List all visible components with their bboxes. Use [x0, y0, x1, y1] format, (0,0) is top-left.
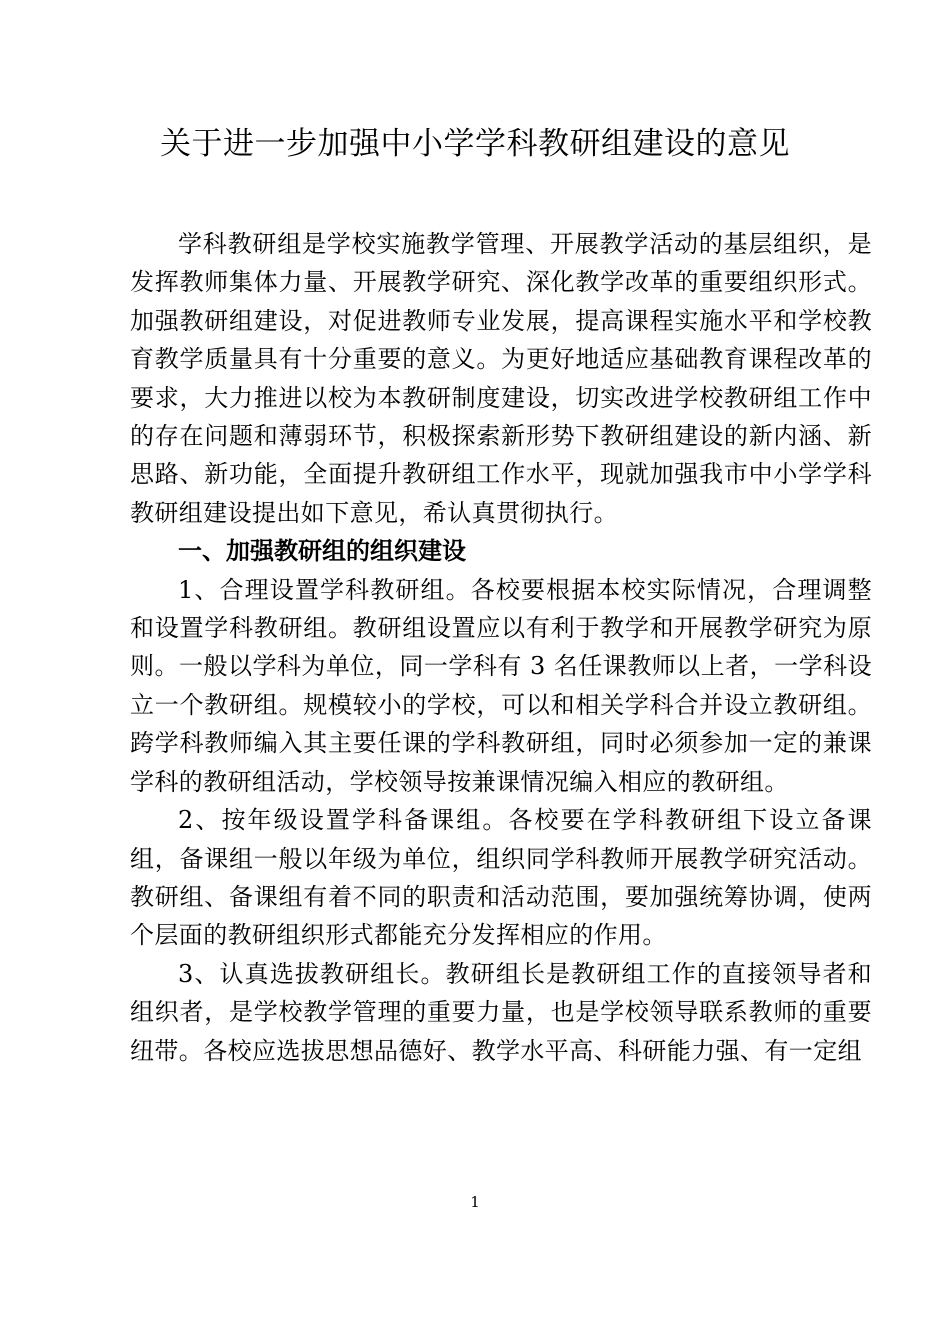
intro-paragraph: 学科教研组是学校实施教学管理、开展教学活动的基层组织，是发挥教师集体力量、开展教学研究、深化教学改革的重要组织形式。加强教研组建设，对促进教师专业发展，提高课程实施水平和学校教育教学质量具有十分重要的意义。为更好地适应基础教育课程改革的要求，大力推进以校为本教研制度建设，切实改进学校教研组工作中的存在问题和薄弱环节，积极探索新形势下教研组建设的新内涵、新思路、新功能，全面提升教研组工作水平，现就加强我市中小学学科教研组建设提出如下意见，希认真贯彻执行。 — [130, 230, 872, 527]
page-number: 1 — [470, 1193, 480, 1211]
document-title: 关于进一步加强中小学学科教研组建设的意见 — [160, 126, 790, 162]
section-heading: 一、加强教研组的组织建设 — [178, 537, 466, 566]
item-paragraph-2: 2、按年级设置学科备课组。各校要在学科教研组下设立备课组，备课组一般以年级为单位，组织同学科教师开展教学研究活动。教研组、备课组有着不同的职责和活动范围，要加强统筹协调，使两个层面的教研组织形式都能充分发挥相应的作用。 — [130, 806, 872, 950]
item-paragraph-3: 3、认真选拔教研组长。教研组长是教研组工作的直接领导者和组织者，是学校教学管理的重要力量，也是学校领导联系教师的重要纽带。各校应选拔思想品德好、教学水平高、科研能力强、有一定组 — [130, 959, 872, 1065]
item-paragraph-1: 1、合理设置学科教研组。各校要根据本校实际情况，合理调整和设置学科教研组。教研组设置应以有利于教学和开展教学研究为原则。一般以学科为单位，同一学科有 3 名任课教师以上者，一学科设立一个教研组。规模较小的学校，可以和相关学科合并设立教研组。跨学科教师编入其主要任课的学科教研组，同时必须参加一定的兼课学科的教研组活动，学校领导按兼课情况编入相应的教研组。 — [130, 575, 872, 796]
document-body — [130, 225, 872, 1070]
